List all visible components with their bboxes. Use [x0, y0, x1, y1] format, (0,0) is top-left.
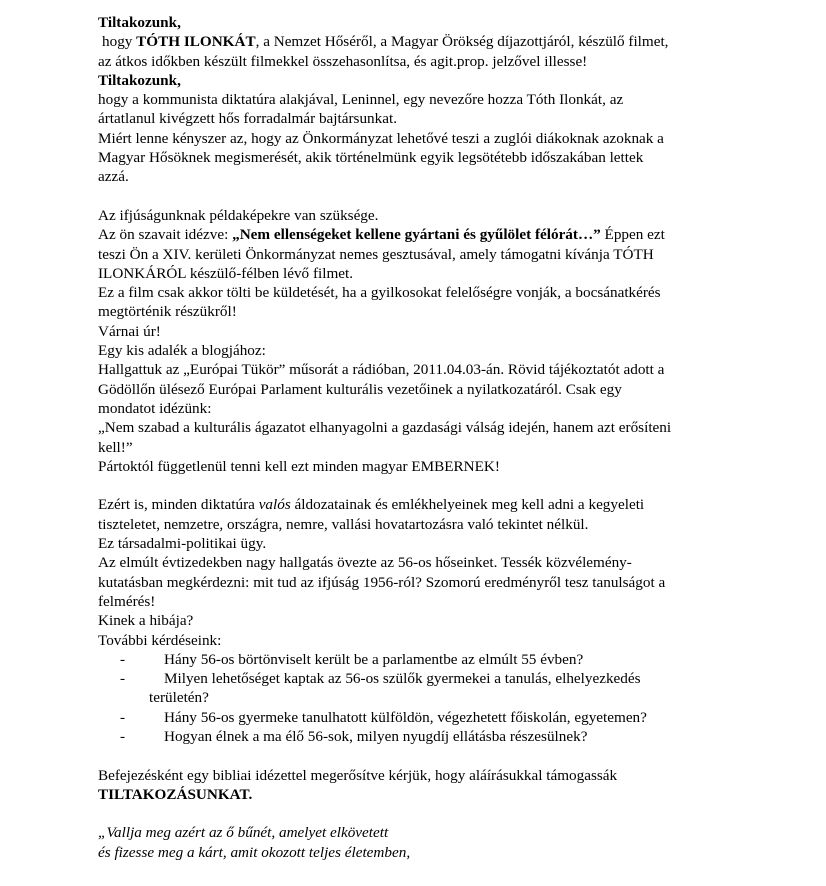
bible-quote-line-2: és fizesse meg a kárt, amit okozott teljes életemben, — [98, 843, 411, 861]
p3-line-10: Gödöllőn ülésező Európai Parlament kulturális vezetőinek a nyilatkozatáról. Csak egy — [98, 380, 622, 398]
p4-line-1 — [98, 495, 786, 514]
p4-line-1-post: áldozatainak és emlékhelyeinek meg kell adni a kegyeleti — [290, 496, 645, 514]
bible-quote-line-1: „Vallja meg azért az ő bűnét, amelyet elkövetett — [98, 824, 389, 842]
question-1: Hány 56-os börtönviselt került be a parlamentbe az elmúlt 55 évben? — [164, 650, 584, 668]
list-item — [98, 650, 786, 669]
p3-line-14: Pártoktól függetlenül tenni kell ezt minden magyar EMBERNEK! — [98, 457, 500, 475]
p3-line-2-pre: Az ön szavait idézve: — [98, 226, 233, 244]
p3-line-13: kell!” — [98, 438, 133, 456]
p5-line-2: TILTAKOZÁSUNKAT. — [98, 785, 253, 803]
p4-line-5: kutatásban megkérdezni: mit tud az ifjúság 1956-ról? Szomorú eredményről tesz tanulságot a — [98, 573, 666, 591]
p3-line-12: „Nem szabad a kulturális ágazatot elhanyagolni a gazdasági válság idején, hanem azt erősíteni — [98, 419, 672, 437]
paragraph-gap — [98, 804, 786, 823]
p3-line-1: Az ifjúságunknak példaképekre van szüksége. — [98, 206, 379, 224]
p1-line-1-name: TÓTH ILONKÁT — [136, 33, 256, 51]
paragraph-gap — [98, 476, 786, 495]
p4-line-2: tiszteletet, nemzetre, országra, nemre, vallási hovatartozásra való tekintet nélkül. — [98, 515, 589, 533]
p3-line-3: teszi Ön a XIV. kerületi Önkormányzat nemes gesztusával, amely támogatni kívánja TÓTH — [98, 245, 654, 263]
p2-line-5: azzá. — [98, 168, 129, 186]
p4-line-7: Kinek a hibája? — [98, 612, 194, 630]
p3-line-2 — [98, 225, 786, 244]
question-2-continuation: területén? — [149, 689, 209, 707]
p1-line-1-pre: hogy — [102, 33, 137, 51]
p1-line-1 — [98, 32, 786, 51]
paragraph-gap — [98, 746, 786, 765]
p4-line-1-pre: Ezért is, minden diktatúra — [98, 496, 259, 514]
p2-line-2: ártatlanul kivégzett hős forradalmár bajtársunkat. — [98, 110, 397, 128]
p3-line-9: Hallgattuk az „Európai Tükör” műsorát a rádióban, 2011.04.03-án. Rövid tájékoztatót adott a — [98, 361, 665, 379]
p3-line-6: megtörténik részükről! — [98, 303, 237, 321]
question-2: Milyen lehetőséget kaptak az 56-os szülők gyermekei a tanulás, elhelyezkedés — [164, 670, 641, 688]
list-item — [98, 669, 786, 688]
paragraph-gap — [98, 187, 786, 206]
p4-line-3: Ez társadalmi-politikai ügy. — [98, 535, 267, 553]
p4-line-1-italic: valós — [258, 496, 291, 514]
question-list — [98, 650, 786, 746]
p4-line-8: További kérdéseink: — [98, 631, 222, 649]
p3-line-11: mondatot idézünk: — [98, 399, 212, 417]
p3-line-7: Várnai úr! — [98, 322, 161, 340]
p5-line-1: Befejezésként egy bibliai idézettel megerősítve kérjük, hogy aláírásukkal támogassák — [98, 766, 618, 784]
p3-line-5: Ez a film csak akkor tölti be küldetését, ha a gyilkosokat felelőségre vonják, a bocsánatkérés — [98, 284, 661, 302]
p4-line-4: Az elmúlt évtizedekben nagy hallgatás övezte az 56-os hőseinket. Tessék közvélemény- — [98, 554, 632, 572]
p3-line-8: Egy kis adalék a blogjához: — [98, 342, 266, 360]
p2-line-4: Magyar Hősöknek megismerését, akik történelmünk egyik legsötétebb időszakában lettek — [98, 149, 644, 167]
list-item — [98, 727, 786, 746]
heading-protest-1: Tiltakozunk, — [98, 14, 181, 31]
question-4: Hogyan élnek a ma élő 56-sok, milyen nyugdíj ellátásba részesülnek? — [164, 727, 588, 745]
question-3: Hány 56-os gyermeke tanulhatott külföldön, végezhetett főiskolán, egyetemen? — [164, 708, 647, 726]
bullet-dash: - — [120, 670, 126, 688]
p1-line-1-post: , a Nemzet Hőséről, a Magyar Örökség díjazottjáról, készülő filmet, — [255, 33, 669, 51]
bullet-dash: - — [120, 708, 126, 726]
p3-quote-bold: „Nem ellenségeket kellene gyártani és gyűlölet félórát…” — [232, 226, 601, 244]
list-item — [98, 708, 786, 727]
bullet-dash: - — [120, 727, 126, 745]
p4-line-6: felmérés! — [98, 592, 156, 610]
heading-protest-2: Tiltakozunk, — [98, 71, 181, 89]
p1-line-2: az átkos időkben készült filmekkel összehasonlítsa, és agit.prop. jelzővel illesse! — [98, 52, 588, 70]
p2-line-3: Miért lenne kényszer az, hogy az Önkormányzat lehetővé teszi a zuglói diákoknak azoknak a — [98, 129, 664, 147]
p2-line-1: hogy a kommunista diktatúra alakjával, Leninnel, egy nevezőre hozza Tóth Ilonkát, az — [98, 91, 624, 109]
bullet-dash: - — [120, 650, 126, 668]
p3-line-4: ILONKÁRÓL készülő-félben lévő filmet. — [98, 264, 354, 282]
p3-line-2-post: Éppen ezt — [600, 226, 665, 244]
